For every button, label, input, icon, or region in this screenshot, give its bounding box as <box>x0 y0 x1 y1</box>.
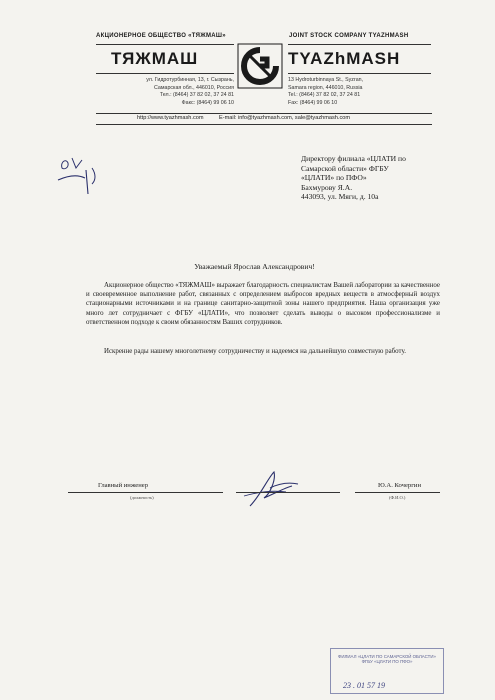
name-caption: (Ф.И.О.) <box>389 495 406 500</box>
header-divider-bottom <box>96 124 432 125</box>
ru-company-caption: АКЦИОНЕРНОЕ ОБЩЕСТВО «ТЯЖМАШ» <box>96 33 226 39</box>
body-paragraph-2: Искренне рады нашему многолетнему сотрудничеству и надеемся на дальнейшую совместную работу. <box>104 348 406 355</box>
ru-brand-wordmark: ТЯЖМАШ <box>111 49 199 68</box>
ru-caption-rule <box>96 44 234 45</box>
stamp-registration-number: 23 . 01 57 19 <box>343 681 385 690</box>
en-caption-rule <box>288 44 431 45</box>
addressee-line: Бахмурову Я.А. <box>301 182 353 192</box>
ru-address-line: Факс: (8464) 99 06 10 <box>181 99 234 106</box>
company-logo-icon <box>236 42 284 90</box>
stamp-line-2: ФГБУ «ЦЛАТИ ПО ПФО» <box>361 659 413 664</box>
email-line[interactable]: E-mail: info@tyazhmash.com, sale@tyazhmash.com <box>219 115 351 121</box>
en-brand-rule <box>288 73 431 74</box>
position-caption: (должность) <box>130 495 154 500</box>
position-rule <box>68 492 223 493</box>
header-divider <box>96 113 432 114</box>
ru-brand-rule <box>96 73 234 74</box>
name-rule <box>355 492 440 493</box>
signatory-name: Ю.А. Кочергин <box>378 482 421 489</box>
body-paragraph-1: Акционерное общество «ТЯЖМАШ» выражает благодарность специалистам Вашей лаборатории за качественное и своевременное выполнение работ, связанных с определением выбросов вредных веществ в атмосферный воздух стационарными источниками и на границе санитарно-защитной зоны нашего предприятия. Наша организация уже много лет сотрудничает с ФГБУ «ЦЛАТИ», что позволяет сделать выводы о высоком профессионализме и ответственном подходе к своим обязанностям Ваших сотрудников. <box>86 282 440 326</box>
addressee-line: «ЦЛАТИ» по ПФО» <box>301 173 367 183</box>
en-address-line: Samara region, 446010, Russia <box>288 84 363 91</box>
registration-stamp <box>330 648 444 694</box>
handwritten-signature <box>240 466 320 511</box>
en-address-line: Fax: (8464) 99 06 10 <box>288 99 338 106</box>
en-address-line: 13 Hydroturbinnaya St., Syzran, <box>288 77 364 83</box>
stamp-line-1: ФИЛИАЛ «ЦЛАТИ ПО САМАРСКОЙ ОБЛАСТИ» <box>338 654 436 659</box>
addressee-line: Директору филиала «ЦЛАТИ по <box>301 154 406 163</box>
ru-address-line: Тел.: (8464) 37 82 02, 37 24 81 <box>159 92 234 99</box>
en-brand-wordmark: TYAZhMASH <box>288 49 401 68</box>
signatory-position: Главный инженер <box>98 482 148 489</box>
addressee-line: Самарской области» ФГБУ <box>301 163 389 173</box>
website-link[interactable]: http://www.tyazhmash.com <box>137 115 204 121</box>
addressee-block <box>301 154 471 202</box>
ru-address-line: ул. Гидротурбинная, 13, г. Сызрань, <box>146 77 234 83</box>
ru-address-block <box>137 77 234 107</box>
salutation: Уважаемый Ярослав Александрович! <box>194 262 315 271</box>
en-address-block <box>288 77 408 107</box>
addressee-line: 443093, ул. Мяги, д. 10а <box>301 192 379 202</box>
signature-rule <box>236 492 340 493</box>
ru-address-line: Самарская обл., 446010, Россия <box>154 84 234 91</box>
handwritten-resolution-mark <box>52 150 102 195</box>
en-company-caption: JOINT STOCK COMPANY TYAZHMASH <box>289 33 409 39</box>
en-address-line: Tel.: (8464) 37 82 02, 37 24 81 <box>288 92 361 99</box>
